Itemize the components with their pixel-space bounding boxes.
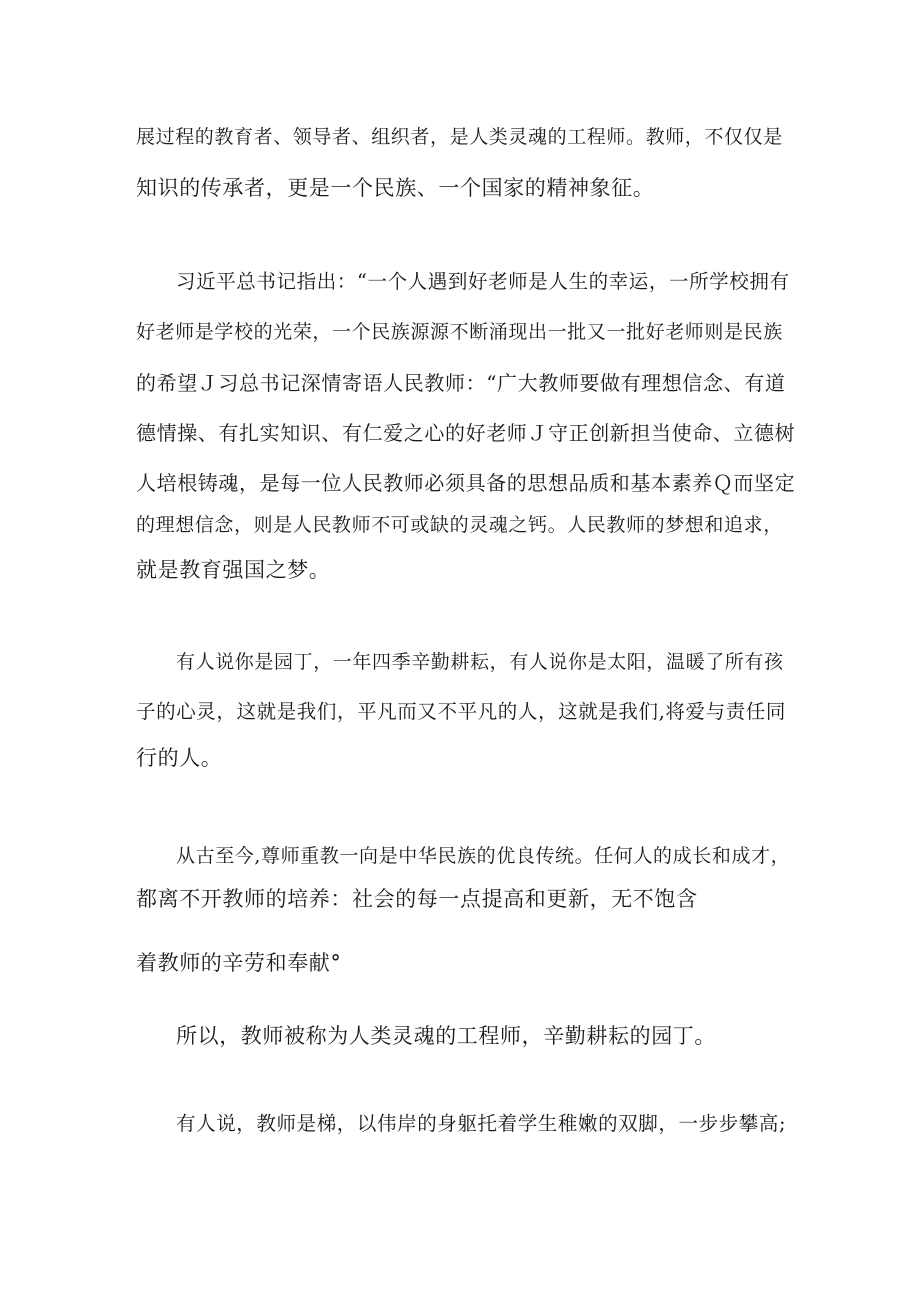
paragraph-2-line-2: 好老师是学校的光荣，一个民族源源不断涌现出一批又一批好老师则是民族 xyxy=(136,321,783,343)
paragraph-2-line-4: 德情操、有扎实知识、有仁爱之心的好老师Ｊ守正创新担当使命、立德树 xyxy=(136,421,796,445)
paragraph-1-line-1: 展过程的教育者、领导者、组织者，是人类灵魂的工程师。教师，不仅仅是 xyxy=(136,126,783,148)
paragraph-4-line-3: 着教师的辛劳和奉献° xyxy=(136,951,342,975)
paragraph-2-line-3: 的希望Ｊ习总书记深情寄语人民教师：“广大教师要做有理想信念、有道 xyxy=(136,371,786,395)
paragraph-3-line-3: 行的人。 xyxy=(136,746,223,770)
paragraph-5-line-1: 所以，教师被称为人类灵魂的工程师，辛勤耕耘的园丁。 xyxy=(176,1024,716,1048)
paragraph-4-line-2: 都离不开教师的培养：社会的每一点提高和更新，无不饱含 xyxy=(136,887,698,911)
paragraph-1-line-2: 知识的传承者，更是一个民族、一个国家的精神象征。 xyxy=(136,176,655,200)
paragraph-3-line-1: 有人说你是园丁，一年四季辛勤耕耘，有人说你是太阳，温暖了所有孩 xyxy=(176,651,784,673)
paragraph-2-line-6: 的理想信念，则是人民教师不可或缺的灵魂之钙。人民教师的梦想和追求， xyxy=(136,514,783,536)
paragraph-2-line-5: 人培根铸魂，是每一位人民教师必须具备的思想品质和基本素养Ｑ而坚定 xyxy=(136,471,796,495)
paragraph-6-line-1: 有人说，教师是梯，以伟岸的身躯托着学生稚嫩的双脚，一步步攀高; xyxy=(176,1112,787,1135)
paragraph-3-line-2: 子的心灵，这就是我们，平凡而又不平凡的人，这就是我们,将爱与责任同 xyxy=(136,700,786,723)
paragraph-2-line-1: 习近平总书记指出：“一个人遇到好老师是人生的幸运，一所学校拥有 xyxy=(176,270,790,293)
paragraph-2-line-7: 就是教育强国之梦。 xyxy=(136,558,331,582)
paragraph-4-line-1: 从古至今,尊师重教一向是中华民族的优良传统。任何人的成长和成才， xyxy=(176,845,791,867)
